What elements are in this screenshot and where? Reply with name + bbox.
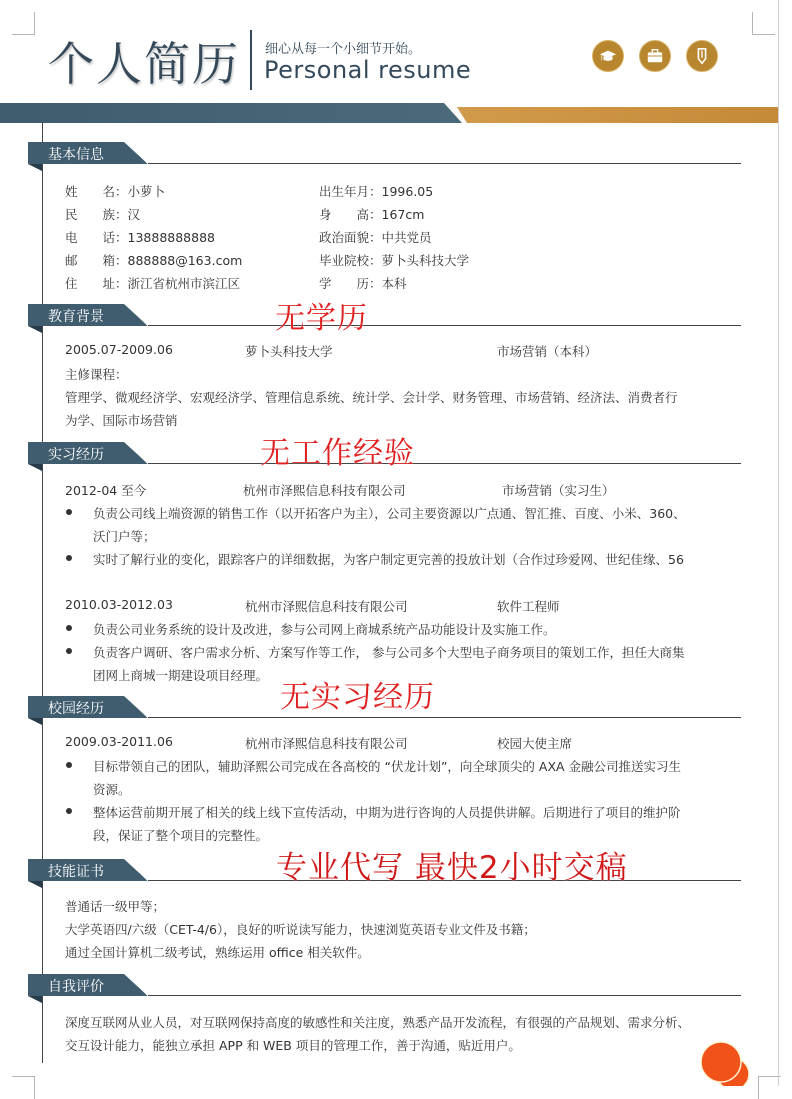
info-email: 邮 箱：888888@163.com	[65, 253, 243, 268]
title-divider	[250, 30, 252, 90]
stripe-decoration	[123, 696, 163, 718]
title-english: Personal resume	[264, 56, 472, 84]
section-rule	[148, 325, 741, 326]
stripe-decoration	[123, 142, 163, 164]
job2-role: 软件工程师	[497, 599, 560, 614]
job2-bullet2-line2: 团网上商城一期建设项目经理。	[93, 668, 269, 683]
skill-2: 大学英语四/六级（CET-4/6），良好的听说读写能力，快速浏览英语专业文件及书籍；	[65, 922, 536, 937]
overlay-no-internship: 无实习经历	[280, 680, 435, 715]
stripe-decoration	[123, 859, 163, 881]
job1-period: 2012-04 至今	[65, 483, 147, 498]
edu-courses-line2: 为学、国际市场营销	[65, 413, 178, 428]
graduation-cap-icon	[592, 40, 624, 72]
bullet-icon	[66, 555, 72, 561]
info-school: 毕业院校：萝卜头科技大学	[319, 253, 470, 268]
crop-mark-bottom-left	[12, 1076, 35, 1099]
overlay-ad: 专业代写 最快2小时交稿	[276, 850, 628, 886]
bullet-icon	[66, 808, 72, 814]
job1-role: 市场营销（实习生）	[502, 483, 615, 498]
bullet-icon	[66, 762, 72, 768]
tab-fold	[28, 464, 42, 471]
section-title: 技能证书	[48, 864, 104, 880]
info-height: 身 高：167cm	[319, 207, 425, 222]
section-rule	[148, 995, 741, 996]
crop-mark-top-right	[752, 12, 775, 35]
section-title: 基本信息	[48, 147, 104, 163]
info-degree: 学 历：本科	[319, 276, 407, 291]
job2-bullet2-line1: 负责客户调研、客户需求分析、方案写作等工作， 参与公司多个大型电子商务项目的策划工作，担任大商集	[93, 645, 685, 660]
section-title: 自我评价	[48, 979, 104, 995]
tab-fold	[28, 164, 42, 171]
edu-major: 市场营销（本科）	[497, 344, 598, 359]
job1-bullet2-line1: 实时了解行业的变化，跟踪客户的详细数据，为客户制定更完善的投放计划（合作过珍爱网、世纪佳缘、56	[93, 552, 684, 567]
section-header-education	[28, 304, 741, 330]
info-name: 姓 名：小萝卜	[65, 184, 166, 199]
info-birth: 出生年月：1996.05	[319, 184, 434, 199]
briefcase-icon	[639, 40, 671, 72]
job1-company: 杭州市泽熙信息科技有限公司	[243, 483, 406, 498]
section-header-self-eval	[28, 974, 741, 1000]
info-political: 政治面貌：中共党员	[319, 230, 432, 245]
self-eval-line1: 深度互联网从业人员，对互联网保持高度的敏感性和关注度，熟悉产品开发流程，有很强的产品规划、需求分析、	[65, 1015, 691, 1030]
stripe-decoration	[123, 974, 163, 996]
stripe-decoration	[123, 304, 163, 326]
campus-bullet1-line2: 资源。	[93, 782, 131, 797]
edu-courses-label: 主修课程：	[65, 367, 128, 382]
slogan: 细心从每一个小细节开始。	[265, 42, 422, 57]
campus-bullet2-line1: 整体运营前期开展了相关的线上线下宣传活动，中期为进行咨询的人员提供讲解。后期进行了项目的维护阶	[93, 805, 681, 820]
section-header-basic	[28, 142, 741, 168]
skill-1: 普通话一级甲等；	[65, 899, 166, 914]
section-title: 校园经历	[48, 701, 104, 717]
section-title: 教育背景	[48, 309, 104, 325]
job1-bullet1-line2: 沃门户等；	[93, 529, 156, 544]
bullet-icon	[66, 648, 72, 654]
edu-school: 萝卜头科技大学	[245, 344, 333, 359]
section-rule	[148, 163, 741, 164]
edu-courses-line1: 管理学、微观经济学、宏观经济学、管理信息系统、统计学、会计学、财务管理、市场营销、经济法、消费者行	[65, 390, 678, 405]
job2-period: 2010.03-2012.03	[65, 597, 173, 612]
header-band-navy	[0, 103, 462, 123]
tab-fold	[28, 718, 42, 725]
section-rule	[148, 717, 741, 718]
section-rule	[148, 463, 741, 464]
job1-bullet1-line1: 负责公司线上端资源的销售工作（以开拓客户为主），公司主要资源以广点通、智汇推、百度、小米、360、	[93, 506, 686, 521]
job2-company: 杭州市泽熙信息科技有限公司	[245, 599, 408, 614]
bullet-icon	[66, 625, 72, 631]
header-band-gold	[457, 107, 778, 123]
campus-role: 校园大使主席	[497, 736, 573, 751]
page-edge	[778, 0, 779, 1086]
job2-bullet1-line1: 负责公司业务系统的设计及改进，参与公司网上商城系统产品功能设计及实施工作。	[93, 622, 556, 637]
bullet-icon	[66, 509, 72, 515]
campus-period: 2009.03-2011.06	[65, 734, 173, 749]
page-title: 个人简历	[48, 37, 240, 91]
info-address: 住 址：浙江省杭州市滨江区	[65, 276, 241, 291]
edu-period: 2005.07-2009.06	[65, 342, 173, 357]
overlay-no-degree: 无学历	[275, 301, 368, 336]
self-eval-line2: 交互设计能力，能独立承担 APP 和 WEB 项目的管理工作，善于沟通，贴近用户。	[65, 1038, 521, 1053]
overlay-no-work-experience: 无工作经验	[260, 436, 415, 471]
pushpin-icon	[695, 1040, 755, 1086]
skill-3: 通过全国计算机二级考试，熟练运用 office 相关软件。	[65, 945, 370, 960]
tab-fold	[28, 996, 42, 1003]
info-ethnicity: 民 族：汉	[65, 207, 141, 222]
tab-fold	[28, 881, 42, 888]
stripe-decoration	[123, 442, 163, 464]
campus-company: 杭州市泽熙信息科技有限公司	[245, 736, 408, 751]
campus-bullet1-line1: 目标带领自己的团队，辅助泽熙公司完成在各高校的 “伏龙计划”，向全球顶尖的 AXA 金融公司推送实习生	[93, 759, 682, 774]
tab-fold	[28, 326, 42, 333]
crop-mark-top-left	[12, 12, 35, 35]
info-phone: 电 话：13888888888	[65, 230, 215, 245]
campus-bullet2-line2: 段，保证了整个项目的完整性。	[93, 828, 269, 843]
timeline-spine	[42, 123, 43, 1063]
section-title: 实习经历	[48, 447, 104, 463]
pencil-icon	[686, 40, 718, 72]
